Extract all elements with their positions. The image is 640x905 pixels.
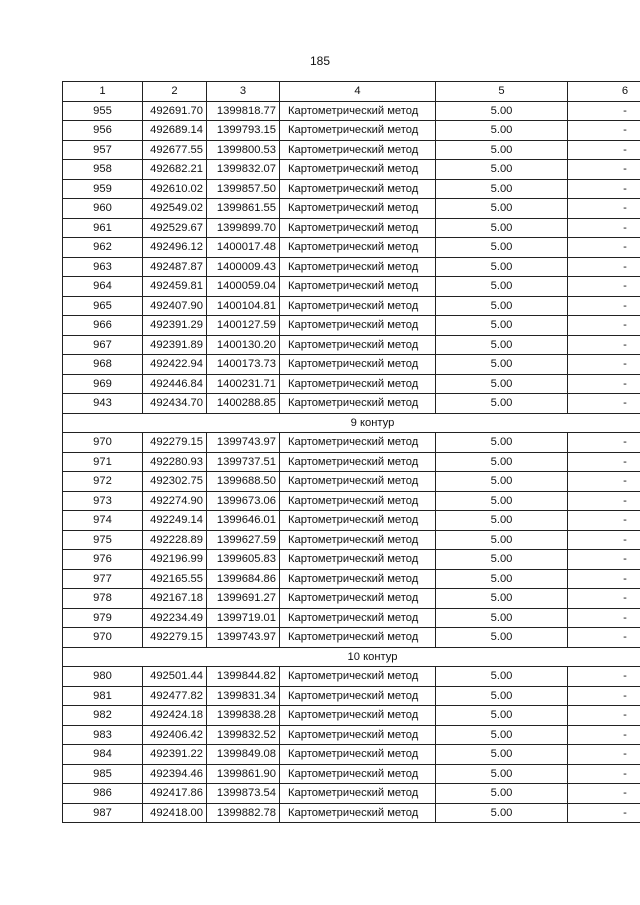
- x-coordinate-cell: 492406.42: [143, 725, 207, 745]
- x-coordinate-cell: 492279.15: [143, 628, 207, 648]
- point-number-cell: 958: [63, 160, 143, 180]
- table-header: [63, 82, 640, 102]
- description-cell: -: [568, 569, 640, 589]
- point-number-cell: 970: [63, 433, 143, 453]
- y-coordinate-cell: 1399873.54: [207, 784, 280, 804]
- y-coordinate-cell: 1399800.53: [207, 140, 280, 160]
- y-coordinate-cell: 1399605.83: [207, 550, 280, 570]
- table-row: [63, 530, 640, 550]
- point-number-cell: 984: [63, 745, 143, 765]
- y-coordinate-cell: 1400017.48: [207, 238, 280, 258]
- accuracy-cell: 5.00: [436, 725, 568, 745]
- y-coordinate-cell: 1399743.97: [207, 433, 280, 453]
- accuracy-cell: 5.00: [436, 355, 568, 375]
- column-header-6: 6: [568, 82, 640, 102]
- x-coordinate-cell: 492394.46: [143, 764, 207, 784]
- y-coordinate-cell: 1400130.20: [207, 335, 280, 355]
- y-coordinate-cell: 1400104.81: [207, 296, 280, 316]
- accuracy-cell: 5.00: [436, 277, 568, 297]
- x-coordinate-cell: 492677.55: [143, 140, 207, 160]
- description-cell: -: [568, 433, 640, 453]
- description-cell: -: [568, 101, 640, 121]
- description-cell: -: [568, 472, 640, 492]
- coordinates-table: [62, 81, 640, 823]
- table-row: [63, 316, 640, 336]
- table-row: [63, 277, 640, 297]
- y-coordinate-cell: 1399832.07: [207, 160, 280, 180]
- description-cell: -: [568, 706, 640, 726]
- method-cell: Картометрический метод: [280, 316, 436, 336]
- point-number-cell: 964: [63, 277, 143, 297]
- table-row: [63, 296, 640, 316]
- accuracy-cell: 5.00: [436, 803, 568, 823]
- table-row: [63, 803, 640, 823]
- x-coordinate-cell: 492391.22: [143, 745, 207, 765]
- point-number-cell: 966: [63, 316, 143, 336]
- y-coordinate-cell: 1399688.50: [207, 472, 280, 492]
- x-coordinate-cell: 492496.12: [143, 238, 207, 258]
- page-number: 185: [309, 54, 331, 68]
- description-cell: -: [568, 179, 640, 199]
- table-row: [63, 550, 640, 570]
- method-cell: Картометрический метод: [280, 550, 436, 570]
- method-cell: Картометрический метод: [280, 764, 436, 784]
- x-coordinate-cell: 492477.82: [143, 686, 207, 706]
- y-coordinate-cell: 1399818.77: [207, 101, 280, 121]
- point-number-cell: 959: [63, 179, 143, 199]
- point-number-cell: 962: [63, 238, 143, 258]
- method-cell: Картометрический метод: [280, 374, 436, 394]
- accuracy-cell: 5.00: [436, 608, 568, 628]
- method-cell: Картометрический метод: [280, 628, 436, 648]
- table-row: [63, 335, 640, 355]
- table-row: [63, 686, 640, 706]
- x-coordinate-cell: 492302.75: [143, 472, 207, 492]
- column-header-3: 3: [207, 82, 280, 102]
- x-coordinate-cell: 492280.93: [143, 452, 207, 472]
- description-cell: -: [568, 355, 640, 375]
- x-coordinate-cell: 492446.84: [143, 374, 207, 394]
- y-coordinate-cell: 1400173.73: [207, 355, 280, 375]
- x-coordinate-cell: 492228.89: [143, 530, 207, 550]
- method-cell: Картометрический метод: [280, 394, 436, 414]
- description-cell: -: [568, 803, 640, 823]
- accuracy-cell: 5.00: [436, 550, 568, 570]
- accuracy-cell: 5.00: [436, 179, 568, 199]
- y-coordinate-cell: 1399719.01: [207, 608, 280, 628]
- table-row: [63, 589, 640, 609]
- section-header-row: [63, 413, 640, 433]
- x-coordinate-cell: 492691.70: [143, 101, 207, 121]
- method-cell: Картометрический метод: [280, 452, 436, 472]
- y-coordinate-cell: 1399882.78: [207, 803, 280, 823]
- method-cell: Картометрический метод: [280, 784, 436, 804]
- method-cell: Картометрический метод: [280, 355, 436, 375]
- description-cell: -: [568, 628, 640, 648]
- x-coordinate-cell: 492422.94: [143, 355, 207, 375]
- method-cell: Картометрический метод: [280, 199, 436, 219]
- method-cell: Картометрический метод: [280, 335, 436, 355]
- accuracy-cell: 5.00: [436, 218, 568, 238]
- point-number-cell: 982: [63, 706, 143, 726]
- y-coordinate-cell: 1399861.90: [207, 764, 280, 784]
- method-cell: Картометрический метод: [280, 218, 436, 238]
- table-row: [63, 374, 640, 394]
- point-number-cell: 987: [63, 803, 143, 823]
- accuracy-cell: 5.00: [436, 101, 568, 121]
- table-row: [63, 608, 640, 628]
- x-coordinate-cell: 492249.14: [143, 511, 207, 531]
- method-cell: Картометрический метод: [280, 140, 436, 160]
- accuracy-cell: 5.00: [436, 316, 568, 336]
- x-coordinate-cell: 492391.29: [143, 316, 207, 336]
- accuracy-cell: 5.00: [436, 121, 568, 141]
- point-number-cell: 965: [63, 296, 143, 316]
- accuracy-cell: 5.00: [436, 511, 568, 531]
- point-number-cell: 979: [63, 608, 143, 628]
- method-cell: Картометрический метод: [280, 589, 436, 609]
- column-header-2: 2: [143, 82, 207, 102]
- point-number-cell: 981: [63, 686, 143, 706]
- table-row: [63, 452, 640, 472]
- accuracy-cell: 5.00: [436, 530, 568, 550]
- x-coordinate-cell: 492407.90: [143, 296, 207, 316]
- y-coordinate-cell: 1399857.50: [207, 179, 280, 199]
- method-cell: Картометрический метод: [280, 296, 436, 316]
- description-cell: -: [568, 277, 640, 297]
- description-cell: -: [568, 550, 640, 570]
- table-row: [63, 667, 640, 687]
- accuracy-cell: 5.00: [436, 472, 568, 492]
- column-header-1: 1: [63, 82, 143, 102]
- method-cell: Картометрический метод: [280, 745, 436, 765]
- method-cell: Картометрический метод: [280, 530, 436, 550]
- accuracy-cell: 5.00: [436, 433, 568, 453]
- table-row: [63, 472, 640, 492]
- x-coordinate-cell: 492417.86: [143, 784, 207, 804]
- point-number-cell: 986: [63, 784, 143, 804]
- y-coordinate-cell: 1399743.97: [207, 628, 280, 648]
- method-cell: Картометрический метод: [280, 569, 436, 589]
- description-cell: -: [568, 452, 640, 472]
- accuracy-cell: 5.00: [436, 764, 568, 784]
- y-coordinate-cell: 1399861.55: [207, 199, 280, 219]
- accuracy-cell: 5.00: [436, 335, 568, 355]
- accuracy-cell: 5.00: [436, 199, 568, 219]
- table-row: [63, 764, 640, 784]
- x-coordinate-cell: 492610.02: [143, 179, 207, 199]
- description-cell: -: [568, 764, 640, 784]
- point-number-cell: 978: [63, 589, 143, 609]
- x-coordinate-cell: 492165.55: [143, 569, 207, 589]
- table-row: [63, 218, 640, 238]
- table-row: [63, 511, 640, 531]
- x-coordinate-cell: 492434.70: [143, 394, 207, 414]
- method-cell: Картометрический метод: [280, 667, 436, 687]
- accuracy-cell: 5.00: [436, 628, 568, 648]
- point-number-cell: 973: [63, 491, 143, 511]
- y-coordinate-cell: 1400127.59: [207, 316, 280, 336]
- point-number-cell: 977: [63, 569, 143, 589]
- method-cell: Картометрический метод: [280, 706, 436, 726]
- description-cell: -: [568, 238, 640, 258]
- accuracy-cell: 5.00: [436, 686, 568, 706]
- accuracy-cell: 5.00: [436, 491, 568, 511]
- description-cell: -: [568, 121, 640, 141]
- method-cell: Картометрический метод: [280, 725, 436, 745]
- point-number-cell: 969: [63, 374, 143, 394]
- table-row: [63, 238, 640, 258]
- y-coordinate-cell: 1399684.86: [207, 569, 280, 589]
- x-coordinate-cell: 492274.90: [143, 491, 207, 511]
- section-header-row: [63, 647, 640, 667]
- y-coordinate-cell: 1399899.70: [207, 218, 280, 238]
- y-coordinate-cell: 1399646.01: [207, 511, 280, 531]
- x-coordinate-cell: 492682.21: [143, 160, 207, 180]
- description-cell: -: [568, 725, 640, 745]
- table-row: [63, 140, 640, 160]
- table-row: [63, 725, 640, 745]
- x-coordinate-cell: 492167.18: [143, 589, 207, 609]
- section-label: 10 контур: [63, 647, 640, 667]
- point-number-cell: 960: [63, 199, 143, 219]
- table-body: [63, 101, 640, 823]
- accuracy-cell: 5.00: [436, 745, 568, 765]
- description-cell: -: [568, 608, 640, 628]
- accuracy-cell: 5.00: [436, 296, 568, 316]
- y-coordinate-cell: 1399838.28: [207, 706, 280, 726]
- accuracy-cell: 5.00: [436, 140, 568, 160]
- point-number-cell: 955: [63, 101, 143, 121]
- accuracy-cell: 5.00: [436, 667, 568, 687]
- y-coordinate-cell: 1399691.27: [207, 589, 280, 609]
- method-cell: Картометрический метод: [280, 160, 436, 180]
- y-coordinate-cell: 1399673.06: [207, 491, 280, 511]
- x-coordinate-cell: 492234.49: [143, 608, 207, 628]
- table-row: [63, 394, 640, 414]
- accuracy-cell: 5.00: [436, 257, 568, 277]
- table-row: [63, 257, 640, 277]
- accuracy-cell: 5.00: [436, 452, 568, 472]
- description-cell: -: [568, 511, 640, 531]
- method-cell: Картометрический метод: [280, 472, 436, 492]
- x-coordinate-cell: 492196.99: [143, 550, 207, 570]
- point-number-cell: 974: [63, 511, 143, 531]
- method-cell: Картометрический метод: [280, 101, 436, 121]
- method-cell: Картометрический метод: [280, 803, 436, 823]
- point-number-cell: 968: [63, 355, 143, 375]
- description-cell: -: [568, 199, 640, 219]
- table-row: [63, 745, 640, 765]
- description-cell: -: [568, 667, 640, 687]
- table-row: [63, 628, 640, 648]
- method-cell: Картометрический метод: [280, 277, 436, 297]
- point-number-cell: 976: [63, 550, 143, 570]
- description-cell: -: [568, 745, 640, 765]
- y-coordinate-cell: 1400288.85: [207, 394, 280, 414]
- accuracy-cell: 5.00: [436, 784, 568, 804]
- x-coordinate-cell: 492391.89: [143, 335, 207, 355]
- x-coordinate-cell: 492529.67: [143, 218, 207, 238]
- y-coordinate-cell: 1399627.59: [207, 530, 280, 550]
- point-number-cell: 943: [63, 394, 143, 414]
- y-coordinate-cell: 1400009.43: [207, 257, 280, 277]
- point-number-cell: 963: [63, 257, 143, 277]
- table-row: [63, 101, 640, 121]
- description-cell: -: [568, 530, 640, 550]
- column-header-5: 5: [436, 82, 568, 102]
- description-cell: -: [568, 784, 640, 804]
- table-row: [63, 199, 640, 219]
- point-number-cell: 970: [63, 628, 143, 648]
- x-coordinate-cell: 492424.18: [143, 706, 207, 726]
- section-label: 9 контур: [63, 413, 640, 433]
- table-row: [63, 160, 640, 180]
- point-number-cell: 975: [63, 530, 143, 550]
- description-cell: -: [568, 394, 640, 414]
- accuracy-cell: 5.00: [436, 160, 568, 180]
- accuracy-cell: 5.00: [436, 589, 568, 609]
- method-cell: Картометрический метод: [280, 257, 436, 277]
- description-cell: -: [568, 589, 640, 609]
- column-header-4: 4: [280, 82, 436, 102]
- x-coordinate-cell: 492487.87: [143, 257, 207, 277]
- table-row: [63, 121, 640, 141]
- x-coordinate-cell: 492418.00: [143, 803, 207, 823]
- method-cell: Картометрический метод: [280, 511, 436, 531]
- accuracy-cell: 5.00: [436, 706, 568, 726]
- x-coordinate-cell: 492279.15: [143, 433, 207, 453]
- y-coordinate-cell: 1399832.52: [207, 725, 280, 745]
- y-coordinate-cell: 1399737.51: [207, 452, 280, 472]
- accuracy-cell: 5.00: [436, 569, 568, 589]
- description-cell: -: [568, 316, 640, 336]
- y-coordinate-cell: 1400231.71: [207, 374, 280, 394]
- header-row: [63, 82, 640, 102]
- description-cell: -: [568, 140, 640, 160]
- y-coordinate-cell: 1399831.34: [207, 686, 280, 706]
- table-row: [63, 706, 640, 726]
- point-number-cell: 957: [63, 140, 143, 160]
- point-number-cell: 983: [63, 725, 143, 745]
- table-row: [63, 491, 640, 511]
- description-cell: -: [568, 296, 640, 316]
- x-coordinate-cell: 492689.14: [143, 121, 207, 141]
- table-row: [63, 355, 640, 375]
- description-cell: -: [568, 686, 640, 706]
- accuracy-cell: 5.00: [436, 374, 568, 394]
- method-cell: Картометрический метод: [280, 491, 436, 511]
- y-coordinate-cell: 1399844.82: [207, 667, 280, 687]
- accuracy-cell: 5.00: [436, 394, 568, 414]
- x-coordinate-cell: 492501.44: [143, 667, 207, 687]
- table-row: [63, 784, 640, 804]
- method-cell: Картометрический метод: [280, 608, 436, 628]
- description-cell: -: [568, 335, 640, 355]
- method-cell: Картометрический метод: [280, 179, 436, 199]
- method-cell: Картометрический метод: [280, 121, 436, 141]
- y-coordinate-cell: 1400059.04: [207, 277, 280, 297]
- description-cell: -: [568, 160, 640, 180]
- point-number-cell: 956: [63, 121, 143, 141]
- table-row: [63, 569, 640, 589]
- point-number-cell: 971: [63, 452, 143, 472]
- description-cell: -: [568, 374, 640, 394]
- point-number-cell: 980: [63, 667, 143, 687]
- y-coordinate-cell: 1399849.08: [207, 745, 280, 765]
- description-cell: -: [568, 218, 640, 238]
- point-number-cell: 972: [63, 472, 143, 492]
- point-number-cell: 985: [63, 764, 143, 784]
- table-row: [63, 179, 640, 199]
- y-coordinate-cell: 1399793.15: [207, 121, 280, 141]
- table-row: [63, 433, 640, 453]
- x-coordinate-cell: 492459.81: [143, 277, 207, 297]
- x-coordinate-cell: 492549.02: [143, 199, 207, 219]
- method-cell: Картометрический метод: [280, 238, 436, 258]
- method-cell: Картометрический метод: [280, 433, 436, 453]
- accuracy-cell: 5.00: [436, 238, 568, 258]
- point-number-cell: 967: [63, 335, 143, 355]
- point-number-cell: 961: [63, 218, 143, 238]
- method-cell: Картометрический метод: [280, 686, 436, 706]
- description-cell: -: [568, 491, 640, 511]
- description-cell: -: [568, 257, 640, 277]
